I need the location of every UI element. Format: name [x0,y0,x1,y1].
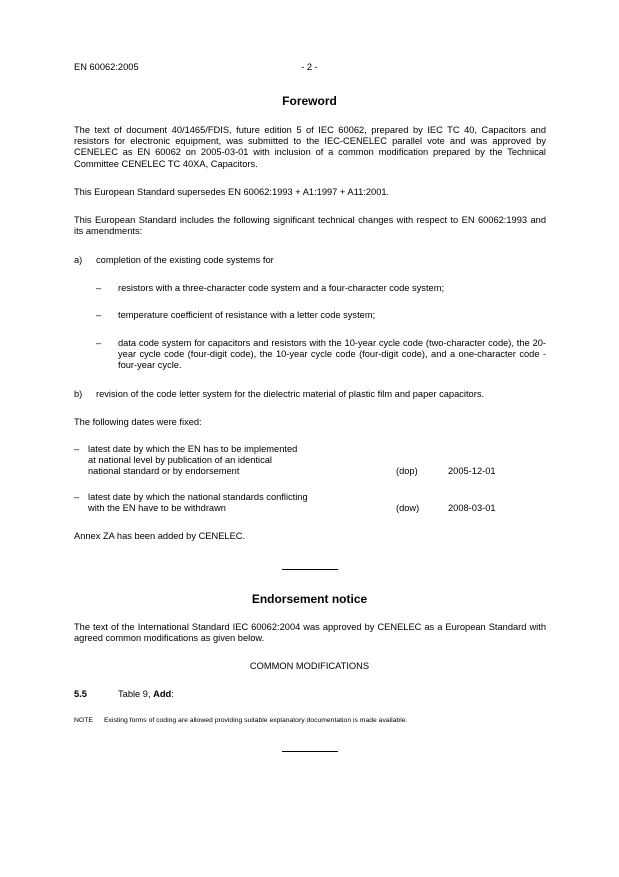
section-divider [282,569,338,570]
date-row-dop-code: (dop) [396,466,418,476]
sub-item-2-dash: – [96,310,102,320]
date-row-dop-line3: national standard or by endorsement [88,466,240,476]
clause-table: Table 9, [118,689,151,699]
item-a-text: completion of the existing code systems for [96,255,274,265]
end-divider [282,751,338,752]
item-b-label: b) [74,389,83,399]
date-row-dow-line1: latest date by which the national standards conflicting [88,492,308,502]
date-row-dow-line2: with the EN have to be withdrawn [88,503,226,513]
date-row-dow-date: 2008-03-01 [448,503,496,513]
common-modifications-heading: COMMON MODIFICATIONS [249,661,370,671]
item-b-text: revision of the code letter system for the dielectric material of plastic film and paper capacitors. [96,389,485,399]
date-row-dop-line1: latest date by which the EN has to be implemented [88,444,298,454]
note-text: Existing forms of coding are allowed providing suitable explanatory documentation is made available. [104,717,408,724]
page-number: - 2 - [301,62,318,72]
sub-item-1-text: resistors with a three-character code system and a four-character code system; [118,283,445,293]
dates-intro: The following dates were fixed: [74,417,202,427]
annex-note: Annex ZA has been added by CENELEC. [74,531,246,541]
date-row-dop-dash: – [74,444,80,454]
clause-number: 5.5 [74,689,87,699]
item-a-label: a) [74,255,83,265]
date-row-dop-line2: at national level by publication of an identical [88,455,272,465]
clause-colon: : [171,689,174,699]
clause-reference [118,689,174,700]
document-id: EN 60062:2005 [74,62,139,72]
date-row-dow-dash: – [74,492,80,502]
changes-intro-paragraph: This European Standard includes the following significant technical changes with respect to EN 60062:1993 and its amendments: [74,215,546,237]
sub-item-1-dash: – [96,283,102,293]
supersedes-paragraph: This European Standard supersedes EN 60062:1993 + A1:1997 + A11:2001. [74,187,390,197]
sub-item-3-text: data code system for capacitors and resistors with the 10-year cycle code (two-character code), the 20-year cycle code (four-digit code), the 10-year cycle code (four-digit code), and a one-character code - four-year cycle. [118,338,546,371]
sub-item-3-dash: – [96,338,102,348]
endorsement-paragraph: The text of the International Standard IEC 60062:2004 was approved by CENELEC as a European Standard with agreed common modifications as given below. [74,622,546,644]
foreword-intro-paragraph: The text of document 40/1465/FDIS, future edition 5 of IEC 60062, prepared by IEC TC 40, Capacitors and resistors for electronic equipment, was submitted to the IEC-CENELEC parallel vote and was approved by CENELEC as EN 60062 on 2005-03-01 with inclusion of a common modification prepared by the Technical Committee CENELEC TC 40XA, Capacitors. [74,125,546,169]
endorsement-title: Endorsement notice [251,592,368,606]
sub-item-2-text: temperature coefficient of resistance with a letter code system; [118,310,376,320]
date-row-dow-code: (dow) [396,503,420,513]
note-label: NOTE [74,717,93,724]
clause-action: Add [153,689,172,699]
foreword-title: Foreword [282,94,337,108]
date-row-dop-date: 2005-12-01 [448,466,496,476]
